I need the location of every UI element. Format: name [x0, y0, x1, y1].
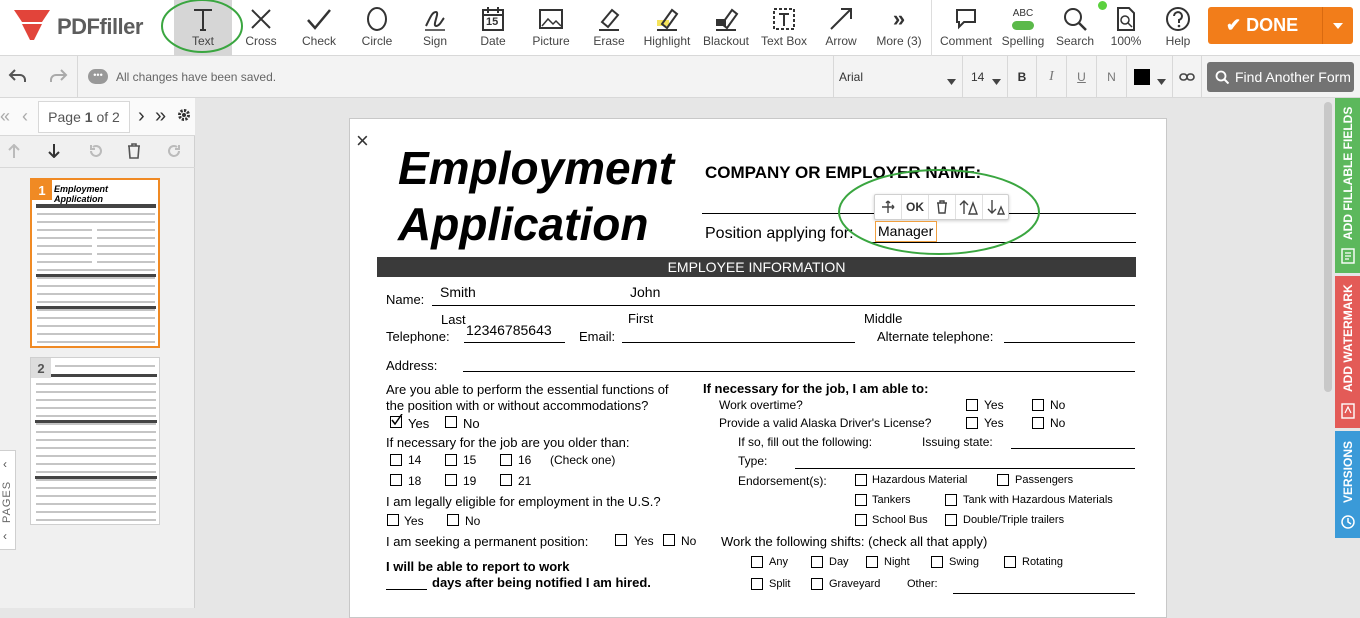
next-page-icon[interactable]: › [138, 105, 145, 127]
done-text: DONE [1246, 15, 1299, 35]
highlight-circle-text-tool [160, 0, 244, 56]
yes-label: Yes [408, 416, 430, 431]
essential-no-checkbox[interactable] [445, 416, 457, 428]
watermark-icon [1341, 403, 1355, 419]
hazmat-label: Hazardous Material [872, 474, 968, 486]
svg-text:Employment: Employment [54, 184, 109, 194]
license-no-checkbox[interactable] [1032, 417, 1044, 429]
text-tool-label: Text [191, 34, 214, 48]
chevron-left-icon: ‹ [3, 457, 7, 471]
age-21-label: 21 [518, 474, 532, 488]
shift-night-label: Night [884, 556, 910, 568]
date-icon [481, 6, 505, 32]
done-button[interactable] [1208, 7, 1353, 44]
erase-tool-label: Erase [593, 34, 625, 48]
age-19-checkbox[interactable] [445, 474, 457, 486]
essential-yes-checkbox[interactable] [390, 416, 402, 428]
age-18-checkbox[interactable] [390, 474, 402, 486]
school-bus-checkbox[interactable] [855, 514, 867, 526]
endorsements-label: Endorsement(s): [738, 474, 827, 488]
check-one-label: (Check one) [550, 453, 616, 467]
page-label: Page [48, 109, 81, 125]
chevron-down-icon [947, 74, 956, 88]
search-icon [1215, 70, 1229, 84]
page-actions [0, 136, 195, 168]
pdffiller-logo-icon [12, 8, 52, 42]
spelling-icon-text: ABC [1012, 8, 1034, 19]
font-size-value: 14 [971, 70, 985, 84]
svg-text:Application: Application [54, 194, 103, 204]
cross-icon [249, 6, 273, 32]
company-label: COMPANY OR EMPLOYER NAME: [705, 163, 982, 182]
history-icon [1340, 514, 1356, 530]
page-current: 1 [84, 109, 93, 125]
tankers-checkbox[interactable] [855, 494, 867, 506]
add-fillable-fields-label: ADD FILLABLE FIELDS [1341, 106, 1355, 240]
arrow-tool[interactable] [814, 0, 868, 56]
email-label: Email: [579, 329, 616, 344]
check-icon [306, 6, 332, 32]
shift-split-label: Split [769, 578, 791, 590]
yes-label: Yes [404, 514, 424, 528]
redo-icon[interactable] [50, 68, 68, 89]
underline-button[interactable]: U [1066, 56, 1096, 98]
age-18-label: 18 [408, 474, 422, 488]
chevron-down-icon [1157, 74, 1166, 88]
add-watermark-tab[interactable] [1335, 276, 1360, 428]
prev-page-icon[interactable]: ‹ [22, 106, 28, 126]
highlight-tool[interactable] [638, 0, 696, 56]
arrow-icon [828, 6, 854, 32]
chat-icon: ••• [88, 69, 108, 84]
age-16-checkbox[interactable] [500, 454, 512, 466]
highlight-tool-label: Highlight [643, 34, 691, 48]
highlight-circle-text-field [836, 168, 1042, 258]
age-15-checkbox[interactable] [445, 454, 457, 466]
report-days-text: days after being notified I am hired. [432, 575, 651, 590]
versions-tab[interactable] [1335, 431, 1360, 538]
name-label: Name: [386, 292, 425, 307]
search-icon [1062, 6, 1088, 32]
yes-label: Yes [984, 398, 1004, 412]
eligible-yes-checkbox[interactable] [387, 514, 399, 526]
spelling-toggle-icon [1012, 21, 1034, 30]
essential-functions-question-2: the position with or without accommodations? [386, 398, 649, 413]
permanent-yes-checkbox[interactable] [615, 534, 627, 546]
ok-button[interactable]: OK [902, 195, 929, 219]
zoom-tool-label: 100% [1110, 34, 1142, 48]
add-watermark-label: ADD WATERMARK [1341, 284, 1355, 392]
permanent-question: I am seeking a permanent position: [386, 534, 589, 549]
circle-tool-label: Circle [361, 34, 393, 48]
divider [77, 56, 78, 98]
shifts-question: Work the following shifts: (check all that apply) [721, 534, 988, 549]
brand-name: PDFfiller [57, 14, 143, 39]
textbox-tool-label: Text Box [760, 34, 808, 48]
versions-label: VERSIONS [1341, 440, 1355, 503]
fill-following-label: If so, fill out the following: [738, 435, 873, 449]
comment-tool-label: Comment [939, 34, 992, 48]
zoom-icon [1114, 6, 1138, 32]
font-size-select[interactable] [962, 56, 1007, 98]
last-page-icon[interactable]: » [155, 105, 167, 127]
circle-icon [365, 6, 389, 32]
shift-swing-label: Swing [949, 556, 979, 568]
no-label: No [1050, 416, 1066, 430]
telephone-line [464, 342, 565, 343]
type-label: Type: [738, 454, 768, 468]
help-tool[interactable] [1154, 0, 1202, 56]
date-tool[interactable] [466, 0, 520, 56]
zoom-tool[interactable] [1102, 0, 1150, 56]
pages-tab-label: PAGES [1, 480, 13, 523]
font-family-select[interactable] [833, 56, 962, 98]
link-icon[interactable] [1172, 56, 1202, 98]
double-triple-checkbox[interactable] [945, 514, 957, 526]
find-another-form-label: Find Another Form [1235, 69, 1351, 85]
name-line [432, 305, 1135, 306]
position-text-field[interactable]: Manager [875, 221, 937, 242]
cross-tool-label: Cross [245, 34, 277, 48]
sign-icon [422, 6, 448, 32]
shift-graveyard-label: Graveyard [829, 578, 881, 590]
italic-button[interactable]: I [1036, 56, 1066, 98]
license-question: Provide a valid Alaska Driver's License? [719, 416, 932, 430]
first-page-icon[interactable]: « [0, 106, 11, 126]
done-dropdown-icon[interactable] [1322, 7, 1353, 44]
picture-icon [538, 6, 564, 32]
add-fillable-fields-tab[interactable] [1335, 98, 1360, 273]
age-14-checkbox[interactable] [390, 454, 402, 466]
date-tool-label: Date [480, 34, 506, 48]
shift-any-label: Any [769, 556, 788, 568]
pages-panel [0, 98, 195, 608]
passengers-label: Passengers [1015, 474, 1074, 486]
age-16-label: 16 [518, 453, 532, 467]
spelling-icon [1012, 6, 1034, 32]
report-to-work-text: I will be able to report to work [386, 559, 570, 574]
picture-tool[interactable] [524, 0, 578, 56]
undo-icon[interactable] [8, 68, 26, 89]
page-indicator[interactable] [38, 101, 130, 133]
alt-telephone-label: Alternate telephone: [877, 329, 994, 344]
alt-telephone-line [1004, 342, 1135, 343]
done-label [1226, 15, 1298, 36]
save-status: All changes have been saved. [116, 70, 277, 84]
eligible-question: I am legally eligible for employment in the U.S.? [386, 494, 661, 509]
thumbnail-preview [32, 180, 158, 346]
yes-label: Yes [634, 534, 654, 548]
report-days-line [386, 589, 427, 590]
help-icon [1165, 6, 1191, 32]
essential-functions-question: Are you able to perform the essential functions of [386, 382, 669, 397]
blackout-icon [713, 6, 739, 32]
section-header: EMPLOYEE INFORMATION [377, 257, 1136, 277]
textbox-tool[interactable] [756, 0, 812, 56]
first-label: First [628, 311, 654, 326]
delete-page-icon[interactable] [127, 143, 141, 164]
more-icon: » [892, 6, 906, 31]
email-line [622, 342, 855, 343]
check-tool-label: Check [301, 34, 336, 48]
comment-icon [955, 6, 977, 32]
no-label: No [681, 534, 697, 548]
pages-tab[interactable] [0, 450, 16, 550]
no-label: No [1050, 398, 1066, 412]
last-label: Last [441, 312, 466, 327]
move-up-icon[interactable] [8, 144, 20, 163]
middle-label: Middle [864, 311, 903, 326]
document-scrollbar[interactable] [1324, 102, 1332, 392]
toolbar-divider [931, 0, 932, 56]
bold-button[interactable]: B [1007, 56, 1036, 98]
eligible-no-checkbox[interactable] [447, 514, 459, 526]
check-tool[interactable] [292, 0, 346, 56]
shift-other-line [953, 593, 1135, 594]
age-15-label: 15 [463, 453, 477, 467]
circle-tool[interactable] [350, 0, 404, 56]
normal-button[interactable]: N [1096, 56, 1126, 98]
type-line [795, 468, 1135, 469]
doc-title-line2: Application [398, 198, 649, 250]
shift-rotating-checkbox[interactable] [1004, 556, 1016, 568]
telephone-value[interactable]: 12346785643 [466, 322, 552, 338]
license-yes-checkbox[interactable] [966, 417, 978, 429]
blackout-tool[interactable] [698, 0, 754, 56]
older-than-question: If necessary for the job are you older than: [386, 435, 630, 450]
overtime-no-checkbox[interactable] [1032, 399, 1044, 411]
page-thumbnail-1[interactable] [30, 178, 160, 348]
page-thumbnail-2[interactable] [30, 357, 160, 525]
erase-icon [596, 6, 622, 32]
pdffiller-logo[interactable] [12, 8, 162, 44]
highlight-icon [654, 6, 680, 32]
search-tool-label: Search [1055, 34, 1095, 48]
format-toolbar [0, 56, 1360, 98]
passengers-checkbox[interactable] [997, 474, 1009, 486]
color-picker[interactable] [1126, 56, 1172, 98]
no-label: No [465, 514, 481, 528]
shift-other-label: Other: [907, 578, 938, 590]
hazmat-checkbox[interactable] [855, 474, 867, 486]
thumbnail-preview [31, 358, 159, 524]
position-label: Position applying for: [705, 225, 854, 242]
erase-tool[interactable] [582, 0, 636, 56]
overtime-question: Work overtime? [719, 398, 803, 412]
spelling-tool[interactable] [998, 0, 1048, 56]
search-tool[interactable] [1050, 0, 1100, 56]
right-side-tabs [1334, 98, 1360, 608]
age-21-checkbox[interactable] [500, 474, 512, 486]
find-another-form-button[interactable] [1207, 62, 1354, 92]
address-label: Address: [386, 358, 438, 373]
tankers-label: Tankers [872, 494, 911, 506]
comment-tool[interactable] [936, 0, 996, 56]
thumbnail-number: 2 [31, 358, 51, 378]
font-family-value: Arial [839, 70, 864, 84]
page-total: of 2 [96, 109, 120, 125]
rotate-icon[interactable] [88, 143, 104, 164]
permanent-no-checkbox[interactable] [663, 534, 675, 546]
tank-hazmat-checkbox[interactable] [945, 494, 957, 506]
date-icon-day: 15 [486, 16, 499, 28]
shift-night-checkbox[interactable] [866, 556, 878, 568]
fillable-fields-icon [1341, 248, 1355, 264]
issuing-state-line [1011, 448, 1135, 449]
blackout-tool-label: Blackout [702, 34, 750, 48]
overtime-yes-checkbox[interactable] [966, 399, 978, 411]
chevron-left-icon: ‹ [3, 529, 7, 543]
tank-hazmat-label: Tank with Hazardous Materials [963, 494, 1113, 506]
no-label: No [463, 416, 480, 431]
picture-tool-label: Picture [532, 34, 570, 48]
textbox-icon [771, 6, 797, 32]
sign-tool[interactable] [408, 0, 462, 56]
move-down-icon[interactable] [48, 144, 60, 163]
done-check-icon: ✔ [1226, 15, 1247, 35]
help-tool-label: Help [1165, 34, 1191, 48]
refresh-icon[interactable] [166, 143, 182, 164]
issuing-state-label: Issuing state: [922, 435, 993, 449]
shift-swing-checkbox[interactable] [931, 556, 943, 568]
double-triple-label: Double/Triple trailers [963, 514, 1065, 526]
shift-any-checkbox[interactable] [751, 556, 763, 568]
color-swatch [1134, 69, 1150, 85]
doc-title-line1: Employment [398, 142, 675, 194]
thumbnail-number: 1 [32, 180, 52, 200]
close-document-icon[interactable]: × [356, 128, 369, 153]
age-14-label: 14 [408, 453, 422, 467]
shift-day-checkbox[interactable] [811, 556, 823, 568]
shift-rotating-label: Rotating [1022, 556, 1063, 568]
age-19-label: 19 [463, 474, 477, 488]
yes-label: Yes [984, 416, 1004, 430]
sign-tool-label: Sign [422, 34, 448, 48]
pdf-document-page [349, 118, 1167, 618]
able-to-heading: If necessary for the job, I am able to: [703, 381, 929, 396]
arrow-tool-label: Arrow [825, 34, 857, 48]
school-bus-label: School Bus [872, 514, 928, 526]
settings-gear-icon[interactable] [176, 107, 192, 128]
telephone-label: Telephone: [386, 329, 450, 344]
address-line [463, 371, 1135, 372]
spelling-tool-label: Spelling [1001, 34, 1045, 48]
shift-day-label: Day [829, 556, 849, 568]
more-tool[interactable] [870, 0, 928, 56]
shift-graveyard-checkbox[interactable] [811, 578, 823, 590]
chevron-down-icon [992, 74, 1001, 88]
last-name-value[interactable]: Smith [440, 284, 476, 300]
page-navigation [0, 98, 195, 136]
first-name-value[interactable]: John [630, 284, 661, 300]
more-tool-label: More (3) [876, 34, 922, 48]
shift-split-checkbox[interactable] [751, 578, 763, 590]
